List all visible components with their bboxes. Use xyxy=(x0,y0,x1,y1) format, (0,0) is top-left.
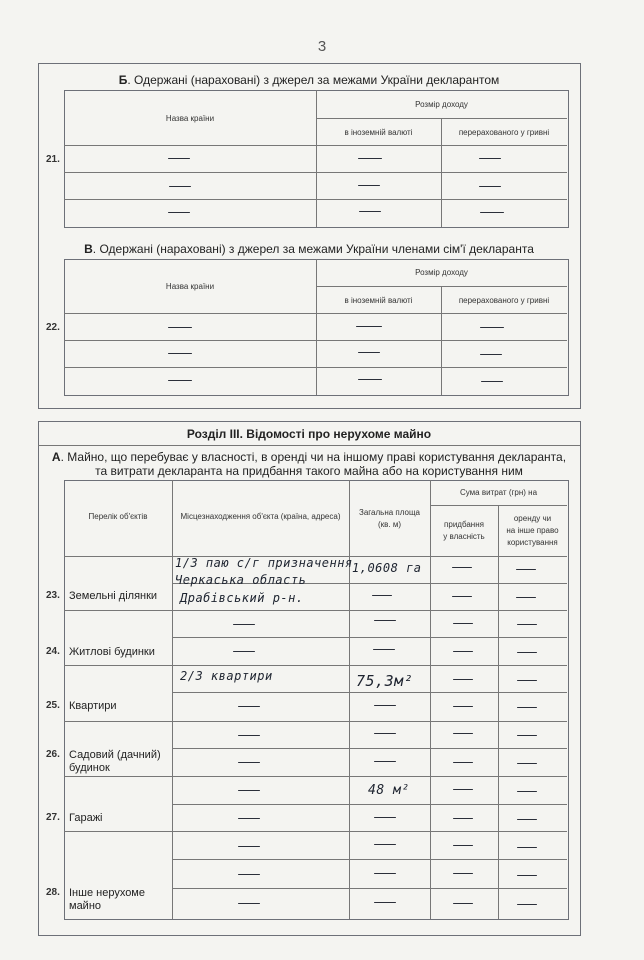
empty-dash xyxy=(517,791,537,792)
empty-dash xyxy=(453,873,473,874)
empty-dash xyxy=(517,904,537,905)
section-v-col-income: Розмір доходу xyxy=(415,268,468,277)
row-label-other: Інше нерухоме майно xyxy=(69,887,145,912)
empty-dash xyxy=(374,705,396,706)
section-v-col-country: Назва країни xyxy=(165,282,215,291)
empty-dash xyxy=(374,902,396,903)
section-b-col-foreign: в іноземній валюті xyxy=(344,128,413,137)
empty-dash xyxy=(517,819,537,820)
empty-dash xyxy=(480,212,504,213)
empty-dash xyxy=(453,818,473,819)
col-rent: оренду чи на інше право користування xyxy=(506,514,559,547)
empty-dash xyxy=(479,186,501,187)
empty-dash xyxy=(453,762,473,763)
empty-dash xyxy=(238,762,260,763)
row-label-garages: Гаражі xyxy=(69,812,103,824)
row-number-28: 28. xyxy=(46,887,60,898)
empty-dash xyxy=(479,158,501,159)
empty-dash xyxy=(358,379,382,380)
empty-dash xyxy=(168,158,190,159)
empty-dash xyxy=(233,624,255,625)
empty-dash xyxy=(168,353,192,354)
row-label-land: Земельні ділянки xyxy=(69,590,158,602)
empty-dash xyxy=(238,874,260,875)
empty-dash xyxy=(517,624,537,625)
empty-dash xyxy=(453,789,473,790)
flat-location: 2/3 квартири xyxy=(180,669,273,683)
empty-dash xyxy=(238,735,260,736)
empty-dash xyxy=(517,707,537,708)
empty-dash xyxy=(517,652,537,653)
empty-dash xyxy=(480,327,504,328)
land-location-line2: Черкаська область xyxy=(175,573,307,587)
section-b-title: Б. Одержані (нараховані) з джерел за межами України декларантом xyxy=(118,73,500,87)
empty-dash xyxy=(374,761,396,762)
section-v-col-foreign: в іноземній валюті xyxy=(344,296,413,305)
empty-dash xyxy=(516,569,536,570)
empty-dash xyxy=(168,327,192,328)
empty-dash xyxy=(517,763,537,764)
page-number: 3 xyxy=(317,38,327,55)
empty-dash xyxy=(238,846,260,847)
row-label-flats: Квартири xyxy=(69,700,117,712)
garage-area: 48 м² xyxy=(368,783,410,798)
empty-dash xyxy=(168,380,192,381)
empty-dash xyxy=(169,186,191,187)
empty-dash xyxy=(373,649,395,650)
empty-dash xyxy=(453,706,473,707)
empty-dash xyxy=(238,706,260,707)
land-area: 1,0608 га xyxy=(352,561,422,575)
empty-dash xyxy=(452,567,472,568)
empty-dash xyxy=(453,679,473,680)
empty-dash xyxy=(453,733,473,734)
empty-dash xyxy=(374,817,396,818)
section-b-col-country: Назва країни xyxy=(165,114,215,123)
empty-dash xyxy=(238,903,260,904)
row-number-26: 26. xyxy=(46,749,60,760)
empty-dash xyxy=(517,875,537,876)
empty-dash xyxy=(480,354,502,355)
empty-dash xyxy=(358,185,380,186)
empty-dash xyxy=(356,326,382,327)
empty-dash xyxy=(238,818,260,819)
section-v-title: В. Одержані (нараховані) з джерел за межами України членами сім'ї декларанта xyxy=(84,242,534,256)
section-3-subtitle: А. Майно, що перебуває у власності, в оренді чи на іншому праві користування декларанта, та витрати декларанта на придбання такого майна або на користування ним xyxy=(51,450,567,478)
empty-dash xyxy=(453,845,473,846)
empty-dash xyxy=(453,903,473,904)
row-label-houses: Житлові будинки xyxy=(69,646,155,658)
empty-dash xyxy=(374,733,396,734)
empty-dash xyxy=(516,597,536,598)
empty-dash xyxy=(452,596,472,597)
empty-dash xyxy=(233,651,255,652)
row-number-23: 23. xyxy=(46,590,60,601)
empty-dash xyxy=(481,381,503,382)
section-b-col-income: Розмір доходу xyxy=(415,100,468,109)
empty-dash xyxy=(359,211,381,212)
empty-dash xyxy=(372,595,392,596)
land-location-line1: 1/3 паю с/г призначення xyxy=(175,556,353,570)
row-label-summer-house: Садовий (дачний) будинок xyxy=(69,749,161,774)
section-v-col-uah: перерахованого у гривні xyxy=(458,296,550,305)
row-number-21: 21. xyxy=(46,154,60,165)
row-number-25: 25. xyxy=(46,700,60,711)
col-area: Загальна площа (кв. м) xyxy=(359,508,420,529)
land-location-line3: Драбівський р-н. xyxy=(180,591,304,605)
row-number-27: 27. xyxy=(46,812,60,823)
section-b-col-uah: перерахованого у гривні xyxy=(458,128,550,137)
empty-dash xyxy=(517,735,537,736)
col-objects: Перелік об'єктів xyxy=(88,512,148,521)
empty-dash xyxy=(374,844,396,845)
empty-dash xyxy=(374,620,396,621)
empty-dash xyxy=(453,623,473,624)
flat-area: 75,3м² xyxy=(356,672,414,690)
col-purchase: придбання у власність xyxy=(443,520,485,541)
empty-dash xyxy=(358,158,382,159)
col-location: Місцезнаходження об'єкта (країна, адреса) xyxy=(180,512,341,521)
section-3-title: Розділ ІІІ. Відомості про нерухоме майно xyxy=(186,427,432,441)
empty-dash xyxy=(517,680,537,681)
empty-dash xyxy=(517,847,537,848)
row-number-24: 24. xyxy=(46,646,60,657)
empty-dash xyxy=(453,651,473,652)
empty-dash xyxy=(358,352,380,353)
empty-dash xyxy=(238,790,260,791)
col-expenses: Сума витрат (грн) на xyxy=(459,488,538,497)
empty-dash xyxy=(374,873,396,874)
empty-dash xyxy=(168,212,190,213)
row-number-22: 22. xyxy=(46,322,60,333)
